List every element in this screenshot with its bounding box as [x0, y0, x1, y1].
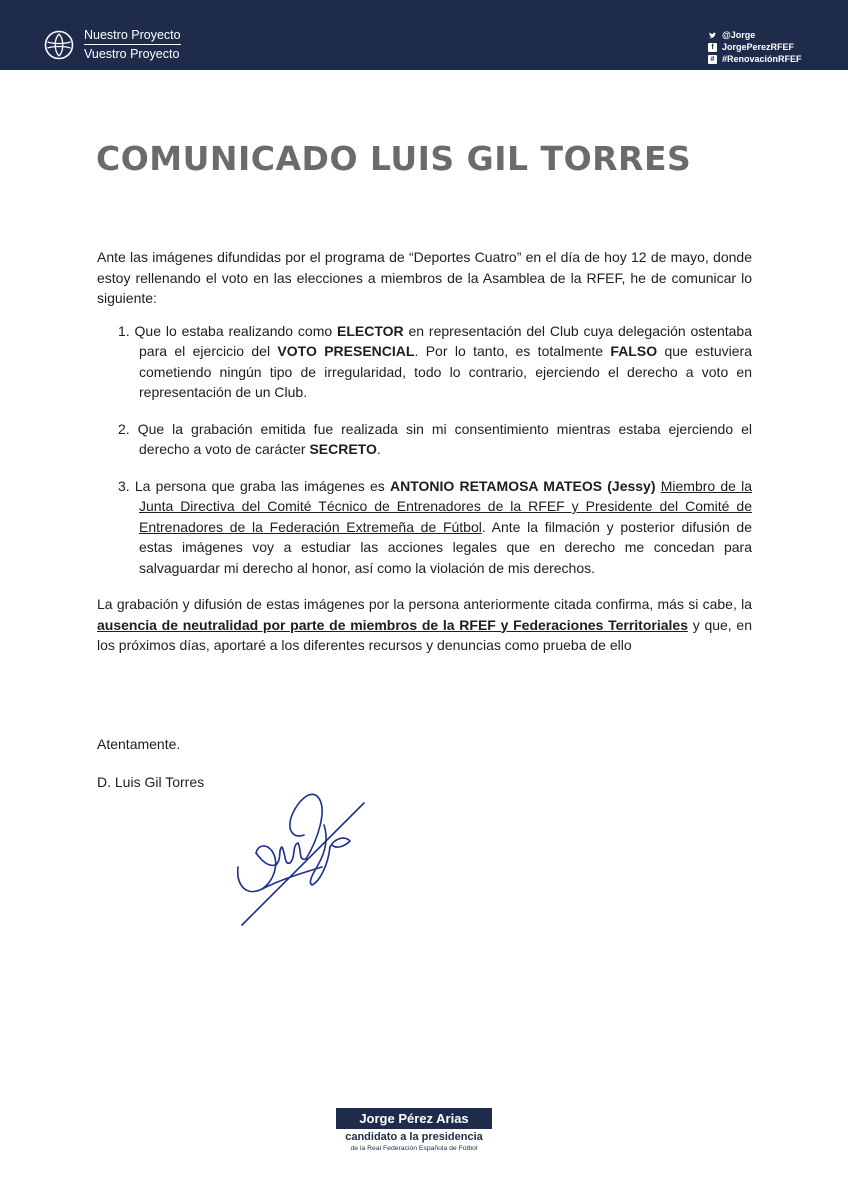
- closing-salutation: Atentamente.: [97, 736, 181, 752]
- document-title: COMUNICADO LUIS GIL TORRES: [96, 139, 692, 178]
- twitter-icon: [708, 31, 717, 40]
- candidate-federation: de la Real Federación Española de Fútbol: [350, 1145, 478, 1152]
- project-line-1: Nuestro Proyecto: [84, 27, 181, 45]
- intro-paragraph: Ante las imágenes difundidas por el programa de “Deportes Cuatro” en el día de hoy 12 de mayo, donde estoy rellenando el voto en las elecciones a miembros de la Asamblea de la RFEF, he de comunicar lo siguiente:: [97, 249, 752, 306]
- list-item: 3. La persona que graba las imágenes es ANTONIO RETAMOSA MATEOS (Jessy) Miembro de la Junta Directiva del Comité Técnico de Entrenadores de la RFEF y Presidente del Comité de Entrenadores de la Federación Extremeña de Fútbol. Ante la filmación y posterior difusión de estas imágenes voy a estudiar las acciones legales que en derecho me concedan para salvaguardar mi derecho al honor, así como la violación de mis derechos.: [118, 477, 753, 576]
- brand-text: [84, 27, 181, 62]
- signer-name: D. Luis Gil Torres: [97, 774, 205, 790]
- hashtag-text: #RenovaciónRFEF: [722, 54, 802, 64]
- candidate-name: Jorge Pérez Arias: [336, 1108, 492, 1129]
- facebook-handle: JorgePerezRFEF: [722, 42, 795, 52]
- facebook-icon: f: [708, 43, 717, 52]
- twitter-handle: @Jorge: [722, 30, 756, 40]
- project-line-2: Vuestro Proyecto: [84, 47, 180, 61]
- social-links: [708, 29, 802, 65]
- closing-paragraph: La grabación y difusión de estas imágenes por la persona anteriormente citada confirma, más si cabe, la ausencia de neutralidad por parte de miembros de la RFEF y Federaciones Territoriales y que, en los próximos días, aportaré a los diferentes recursos y denuncias como prueba de ello: [97, 596, 752, 653]
- brand: [44, 27, 181, 62]
- signature-image: [232, 785, 372, 930]
- footer-candidate: [336, 1108, 492, 1153]
- social-hashtag[interactable]: [708, 53, 802, 65]
- sign-off: [97, 734, 204, 792]
- hashtag-icon: #: [708, 55, 717, 64]
- candidate-role: candidato a la presidencia: [345, 1131, 483, 1143]
- football-logo-icon: [44, 30, 74, 60]
- numbered-list: [97, 321, 752, 579]
- social-facebook[interactable]: [708, 41, 802, 53]
- document-body: [97, 247, 752, 656]
- header-bar: [0, 0, 848, 70]
- social-twitter[interactable]: [708, 29, 802, 41]
- list-item: 2. Que la grabación emitida fue realizada sin mi consentimiento mientras estaba ejerciendo el derecho a voto de carácter SECRETO.: [118, 420, 753, 457]
- list-item: 1. Que lo estaba realizando como ELECTOR en representación del Club cuya delegación ostentaba para el ejercicio del VOTO PRESENCIAL. Por lo tanto, es totalmente FALSO que estuviera cometiendo ningún tipo de irregularidad, todo lo contrario, ejerciendo el derecho a voto en representación de un Club.: [118, 322, 753, 400]
